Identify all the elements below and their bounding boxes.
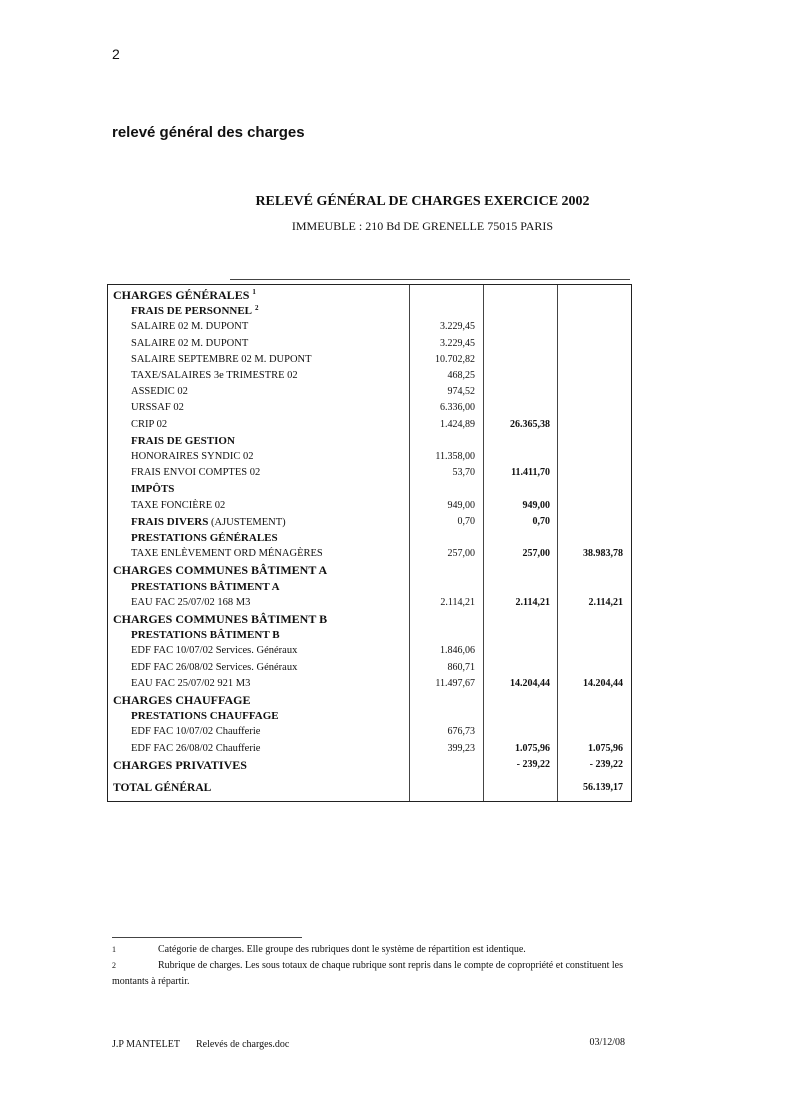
row-label: EDF FAC 10/07/02 Chaufferie: [131, 726, 261, 738]
amount-c3: 1.075,96: [588, 742, 623, 754]
amount-c2: 0,70: [532, 515, 550, 527]
row-label: TAXE/SALAIRES 3e TRIMESTRE 02: [131, 370, 298, 381]
document-subtitle: IMMEUBLE : 210 Bd DE GRENELLE 75015 PARIS: [291, 219, 554, 233]
total-amount: 56.139,17: [583, 782, 623, 793]
document-title: RELEVÉ GÉNÉRAL DE CHARGES EXERCICE 2002: [255, 194, 590, 209]
row-label: EDF FAC 26/08/02 Chaufferie: [131, 742, 261, 754]
table-row: [108, 579, 631, 595]
amount-c1: 468,25: [447, 370, 475, 381]
row-label: FRAIS DE PERSONNEL $^2$: [131, 304, 259, 318]
row-label: PRESTATIONS BÂTIMENT B: [131, 629, 280, 642]
footnote-number: 1: [112, 945, 116, 954]
row-label: TAXE FONCIÈRE 02: [131, 499, 226, 511]
footnote-2: [112, 958, 632, 990]
row-label: FRAIS ENVOI COMPTES 02: [131, 467, 261, 479]
table-row: [108, 530, 631, 546]
charges-table: [107, 284, 632, 802]
table-row: [108, 676, 631, 692]
amount-c3: 2.114,21: [588, 596, 623, 608]
table-row: [108, 498, 631, 514]
amount-c2: - 239,22: [516, 758, 550, 770]
table-row: [108, 336, 631, 352]
row-label: CHARGES PRIVATIVES: [113, 757, 247, 772]
amount-c2: 11.411,70: [511, 467, 550, 479]
row-label-group: [131, 514, 286, 531]
row-label: SALAIRE SEPTEMBRE 02 M. DUPONT: [131, 353, 312, 365]
footer-date: 03/12/08: [589, 1037, 625, 1048]
table-row: [108, 595, 631, 611]
footnote-text: Rubrique de charges. Les sous totaux de chaque rubrique sont repris dans le compte de copropriété et constituent les montants à répartir.: [112, 960, 623, 987]
amount-c2: 1.075,96: [515, 742, 550, 754]
table-row: [108, 611, 631, 627]
table-row: [108, 319, 631, 335]
table-row: [108, 465, 631, 481]
amount-c1: 399,23: [447, 742, 475, 754]
row-label: EAU FAC 25/07/02 921 M3: [131, 677, 251, 689]
amount-c1: 10.702,82: [435, 353, 475, 365]
footnote-1: [112, 942, 632, 958]
table-row: [108, 368, 631, 384]
page-number: 2: [112, 46, 120, 62]
amount-c1: 0,70: [457, 515, 475, 527]
row-label: CRIP 02: [131, 418, 168, 430]
footnote-marker: 2: [255, 304, 259, 313]
row-label-suffix: (AJUSTEMENT): [208, 516, 286, 528]
table-row: [108, 546, 631, 562]
total-row: [108, 780, 631, 796]
amount-c1: 974,52: [447, 386, 475, 398]
amount-c1: 3.229,45: [440, 337, 475, 349]
footnote-marker: 1: [252, 288, 256, 296]
row-label: EDF FAC 26/08/02 Services. Généraux: [131, 661, 298, 673]
section-heading: relevé général des charges: [112, 124, 305, 141]
table-row: [108, 481, 631, 497]
amount-c3: - 239,22: [589, 758, 623, 770]
table-row: [108, 400, 631, 416]
row-label: PRESTATIONS GÉNÉRALES: [131, 532, 278, 544]
amount-c1: 11.358,00: [435, 451, 475, 462]
row-label: URSSAF 02: [131, 402, 184, 414]
amount-c1: 257,00: [447, 548, 475, 560]
footer-filename: Relevés de charges.doc: [195, 1039, 290, 1050]
table-row: [108, 514, 631, 530]
amount-c2: 949,00: [522, 499, 550, 511]
table-row: [108, 384, 631, 400]
amount-c1: 53,70: [452, 467, 475, 479]
amount-c1: 2.114,21: [440, 596, 475, 608]
amount-c2: 257,00: [522, 548, 550, 560]
total-label: TOTAL GÉNÉRAL: [113, 782, 212, 794]
table-row: [108, 449, 631, 465]
table-row: [108, 660, 631, 676]
row-label: IMPÔTS: [131, 483, 175, 496]
row-label: HONORAIRES SYNDIC 02: [131, 451, 254, 462]
row-label: FRAIS DE GESTION: [131, 434, 235, 447]
footnote-number: 2: [112, 961, 116, 970]
amount-c2: 2.114,21: [515, 596, 550, 608]
table-row: [108, 692, 631, 708]
row-label: PRESTATIONS BÂTIMENT A: [131, 580, 280, 593]
footnote-text: Catégorie de charges. Elle groupe des rubriques dont le système de répartition est identique.: [158, 944, 526, 955]
amount-c1: 949,00: [447, 499, 475, 511]
row-label: EDF FAC 10/07/02 Services. Généraux: [131, 645, 298, 657]
table-row: [108, 303, 631, 319]
table-row: [108, 627, 631, 643]
table-row: [108, 287, 631, 303]
amount-c1: 3.229,45: [440, 321, 475, 333]
amount-c3: 38.983,78: [583, 548, 623, 560]
amount-c1: 6.336,00: [440, 402, 475, 414]
table-row: [108, 643, 631, 659]
amount-c1: 676,73: [447, 726, 475, 738]
row-label: CHARGES GÉNÉRALES $^1$: [113, 288, 256, 302]
amount-c1: 1.424,89: [440, 418, 475, 430]
row-label: ASSEDIC 02: [131, 386, 188, 398]
row-label: SALAIRE 02 M. DUPONT: [131, 321, 249, 333]
table-row: [108, 562, 631, 578]
footer-left: [112, 1039, 289, 1050]
table-row: [108, 433, 631, 449]
table-row: [108, 724, 631, 740]
top-rule: [230, 279, 630, 280]
row-label: PRESTATIONS CHAUFFAGE: [131, 710, 279, 723]
amount-c2: 14.204,44: [510, 677, 550, 689]
row-label: CHARGES COMMUNES BÂTIMENT A: [113, 563, 328, 578]
amount-c1: 860,71: [447, 661, 475, 673]
amount-c3: 14.204,44: [583, 677, 623, 689]
footnote-rule: [112, 937, 302, 938]
table-row: [108, 741, 631, 757]
table-row: [108, 757, 631, 773]
amount-c1: 1.846,06: [440, 645, 475, 657]
table-row: [108, 417, 631, 433]
footer-author: J.P MANTELET: [112, 1039, 180, 1050]
amount-c2: 26.365,38: [510, 418, 550, 430]
row-label: FRAIS DIVERS: [131, 515, 209, 528]
row-label: TAXE ENLÈVEMENT ORD MÉNAGÈRES: [131, 548, 323, 560]
table-row: [108, 352, 631, 368]
row-label: CHARGES COMMUNES BÂTIMENT B: [113, 612, 328, 626]
table-row: [108, 708, 631, 724]
row-label: EAU FAC 25/07/02 168 M3: [131, 596, 251, 608]
row-label: SALAIRE 02 M. DUPONT: [131, 337, 249, 349]
amount-c1: 11.497,67: [435, 677, 475, 689]
row-label: CHARGES CHAUFFAGE: [113, 693, 251, 707]
